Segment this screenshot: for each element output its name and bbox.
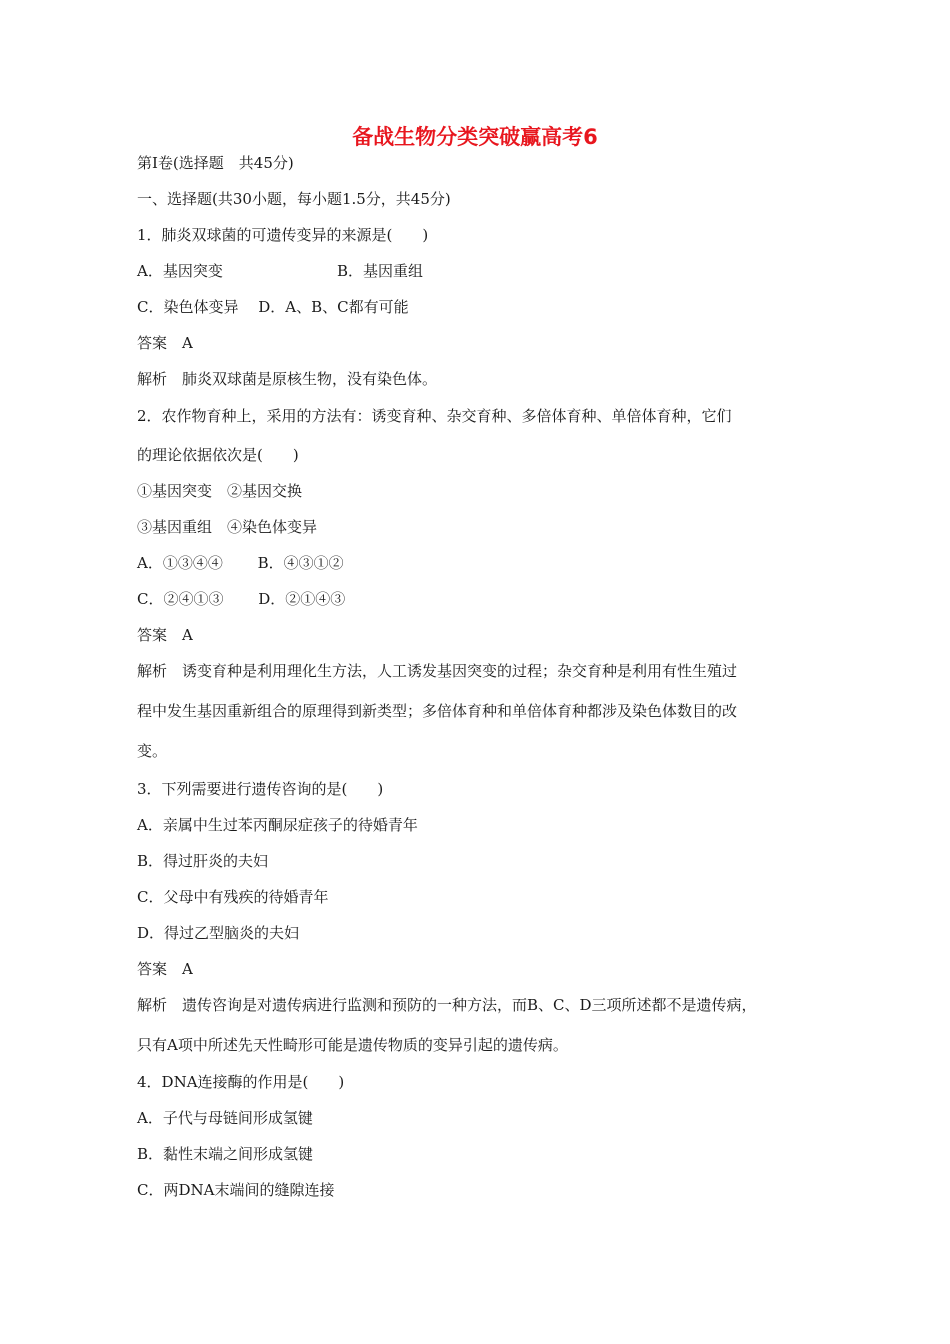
question-1-answer: 答案 A <box>137 334 193 352</box>
part-intro: 一、选择题(共30小题，每小题1.5分，共45分) <box>137 190 451 208</box>
question-2-options-cd: C．②④①③ D．②①④③ <box>137 590 346 608</box>
question-3-analysis-line-2: 只有A项中所述先天性畸形可能是遗传物质的变异引起的遗传病。 <box>137 1036 568 1054</box>
question-4-option-c: C．两DNA末端间的缝隙连接 <box>137 1181 335 1199</box>
question-2-analysis-line-3: 变。 <box>137 742 168 760</box>
question-3-option-b: B．得过肝炎的夫妇 <box>137 852 269 870</box>
question-3-answer: 答案 A <box>137 960 193 978</box>
question-2-analysis-line-1: 解析 诱变育种是利用理化生方法，人工诱发基因突变的过程；杂交育种是利用有性生殖过 <box>137 662 738 680</box>
question-1-analysis: 解析 肺炎双球菌是原核生物，没有染色体。 <box>137 370 438 388</box>
section-header: 第Ⅰ卷(选择题 共45分) <box>137 154 294 172</box>
question-4-option-b: B．黏性末端之间形成氢键 <box>137 1145 314 1163</box>
question-3-option-c: C．父母中有残疾的待婚青年 <box>137 888 329 906</box>
question-2-stem-line-2: 的理论依据依次是( ) <box>137 446 299 464</box>
question-1-stem: 1．肺炎双球菌的可遗传变异的来源是( ) <box>137 226 429 244</box>
question-3-stem: 3．下列需要进行遗传咨询的是( ) <box>137 780 384 798</box>
question-2-sub-items-2: ③基因重组 ④染色体变异 <box>137 518 318 536</box>
question-4-stem: 4．DNA连接酶的作用是( ) <box>137 1073 345 1091</box>
question-2-sub-items-1: ①基因突变 ②基因交换 <box>137 482 303 500</box>
question-1-option-a: A．基因突变 <box>137 262 223 280</box>
question-1-options-cd: C．染色体变异 D．A、B、C都有可能 <box>137 298 409 316</box>
question-1-option-b: B．基因重组 <box>337 262 424 280</box>
question-3-analysis-line-1: 解析 遗传咨询是对遗传病进行监测和预防的一种方法，而B、C、D三项所述都不是遗传病， <box>137 996 757 1014</box>
question-4-option-a: A．子代与母链间形成氢键 <box>137 1109 313 1127</box>
question-2-options-ab: A．①③④④ B．④③①② <box>137 554 344 572</box>
question-3-option-a: A．亲属中生过苯丙酮尿症孩子的待婚青年 <box>137 816 418 834</box>
question-3-option-d: D．得过乙型脑炎的夫妇 <box>137 924 300 942</box>
document-title: 备战生物分类突破赢高考6 <box>352 125 598 149</box>
question-2-answer: 答案 A <box>137 626 193 644</box>
question-2-stem-line-1: 2．农作物育种上，采用的方法有：诱变育种、杂交育种、多倍体育种、单倍体育种，它们 <box>137 407 732 425</box>
question-2-analysis-line-2: 程中发生基因重新组合的原理得到新类型；多倍体育种和单倍体育种都涉及染色体数目的改 <box>137 702 738 720</box>
